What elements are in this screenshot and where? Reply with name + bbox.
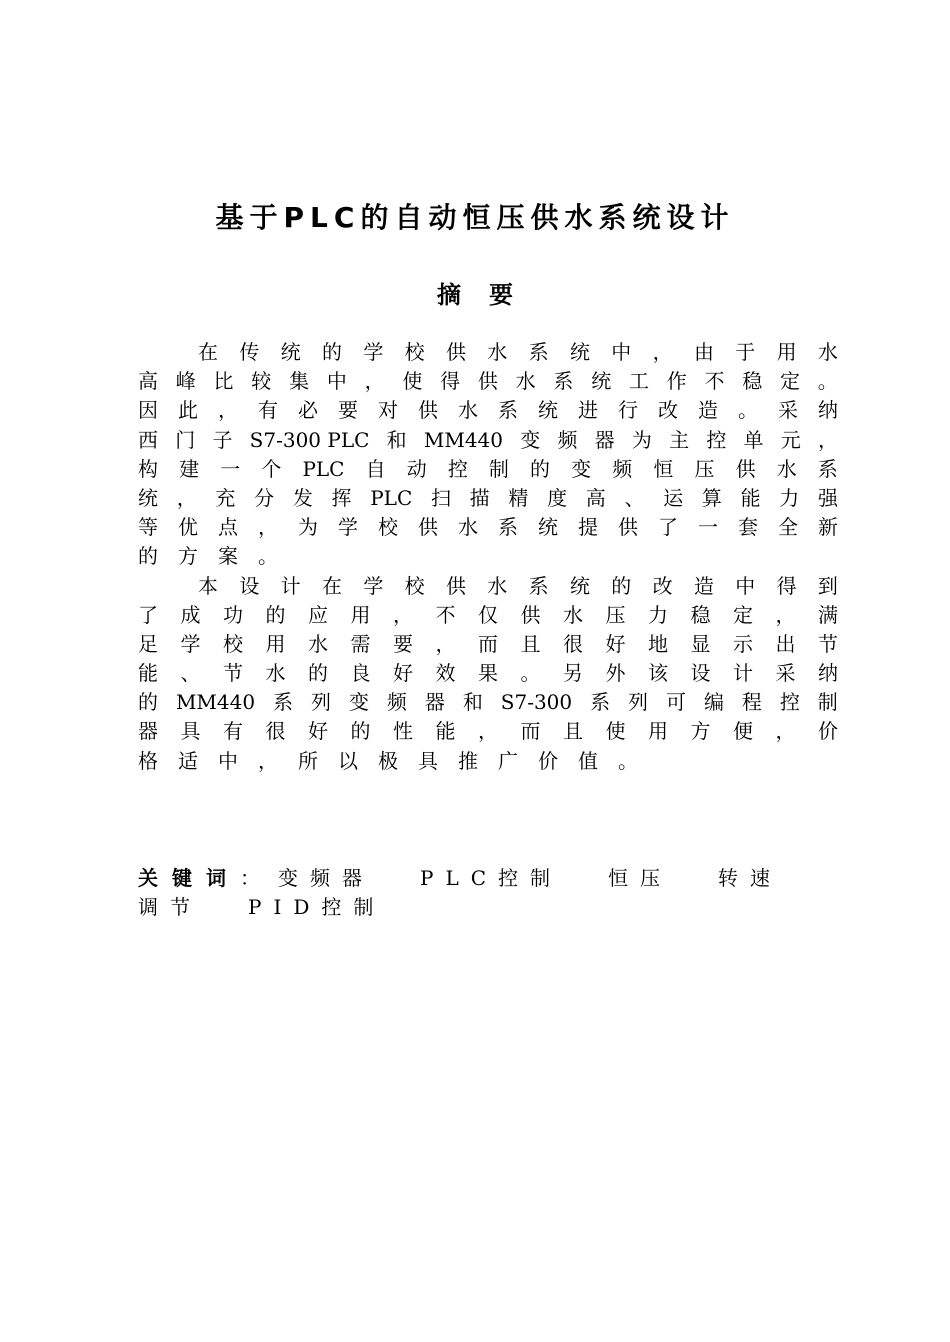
- keyword-item: 变频器: [278, 866, 374, 890]
- paragraph-1-line-8: 的 方 案 。: [138, 544, 278, 569]
- abstract-body: [138, 338, 838, 776]
- abstract-heading: [0, 278, 950, 312]
- keyword-item: 恒压: [608, 866, 673, 890]
- keyword-item: PID控制: [248, 895, 386, 920]
- keywords-section: [138, 864, 798, 922]
- keywords-line-2: [138, 893, 798, 922]
- document-title: 基于PLC的自动恒压供水系统设计: [215, 201, 735, 234]
- paragraph-1-line-1: 在 传 统 的 学 校 供 水 系 统 中 ， 由 于 用 水: [198, 340, 838, 364]
- abstract-heading-char-1: 摘: [437, 281, 461, 309]
- paragraph-1-line-5: 构 建 一 个 PLC 自 动 控 制 的 变 频 恒 压 供 水 系: [138, 456, 838, 481]
- keywords-separator: ：: [240, 866, 260, 890]
- paragraph-2-line-5: 的 MM440 系 列 变 频 器 和 S7-300 系 列 可 编 程 控 制: [138, 690, 838, 715]
- paragraph-1-line-4: 西 门 子 S7-300 PLC 和 MM440 变 频 器 为 主 控 单 元 ，: [138, 427, 838, 452]
- paragraph-2-line-7: 格 适 中 ， 所 以 极 具 推 广 价 值 。: [138, 748, 638, 773]
- paragraph-1-line-7: 等 优 点 ， 为 学 校 供 水 系 统 提 供 了 一 套 全 新: [138, 515, 838, 540]
- paragraph-2-line-1: 本 设 计 在 学 校 供 水 系 统 的 改 造 中 得 到: [198, 573, 838, 598]
- paragraph-1-line-2: 高 峰 比 较 集 中 ， 使 得 供 水 系 统 工 作 不 稳 定 。: [138, 369, 838, 394]
- keyword-item: PLC控制: [420, 866, 563, 890]
- paragraph-2-line-4: 能 、 节 水 的 良 好 效 果 。 另 外 该 设 计 采 纳: [138, 661, 838, 686]
- paragraph-2-line-6: 器 具 有 很 好 的 性 能 ， 而 且 使 用 方 便 ， 价: [138, 719, 838, 744]
- paragraph-2-line-3: 足 学 校 用 水 需 要 ， 而 且 很 好 地 显 示 出 节: [138, 631, 838, 656]
- paragraph-1-line-3: 因 此 ， 有 必 要 对 供 水 系 统 进 行 改 造 。 采 纳: [138, 398, 838, 423]
- abstract-heading-char-2: 要: [489, 281, 513, 309]
- keyword-item: 转速: [718, 866, 783, 890]
- paragraph-2-line-2: 了 成 功 的 应 用 ， 不 仅 供 水 压 力 稳 定 ， 满: [138, 602, 838, 627]
- keyword-item: 调节: [138, 895, 202, 920]
- paragraph-1-line-6: 统 ， 充 分 发 挥 PLC 扫 描 精 度 高 、 运 算 能 力 强: [138, 485, 838, 510]
- keywords-line-1: [138, 864, 798, 893]
- keywords-label: 关键词: [138, 866, 240, 890]
